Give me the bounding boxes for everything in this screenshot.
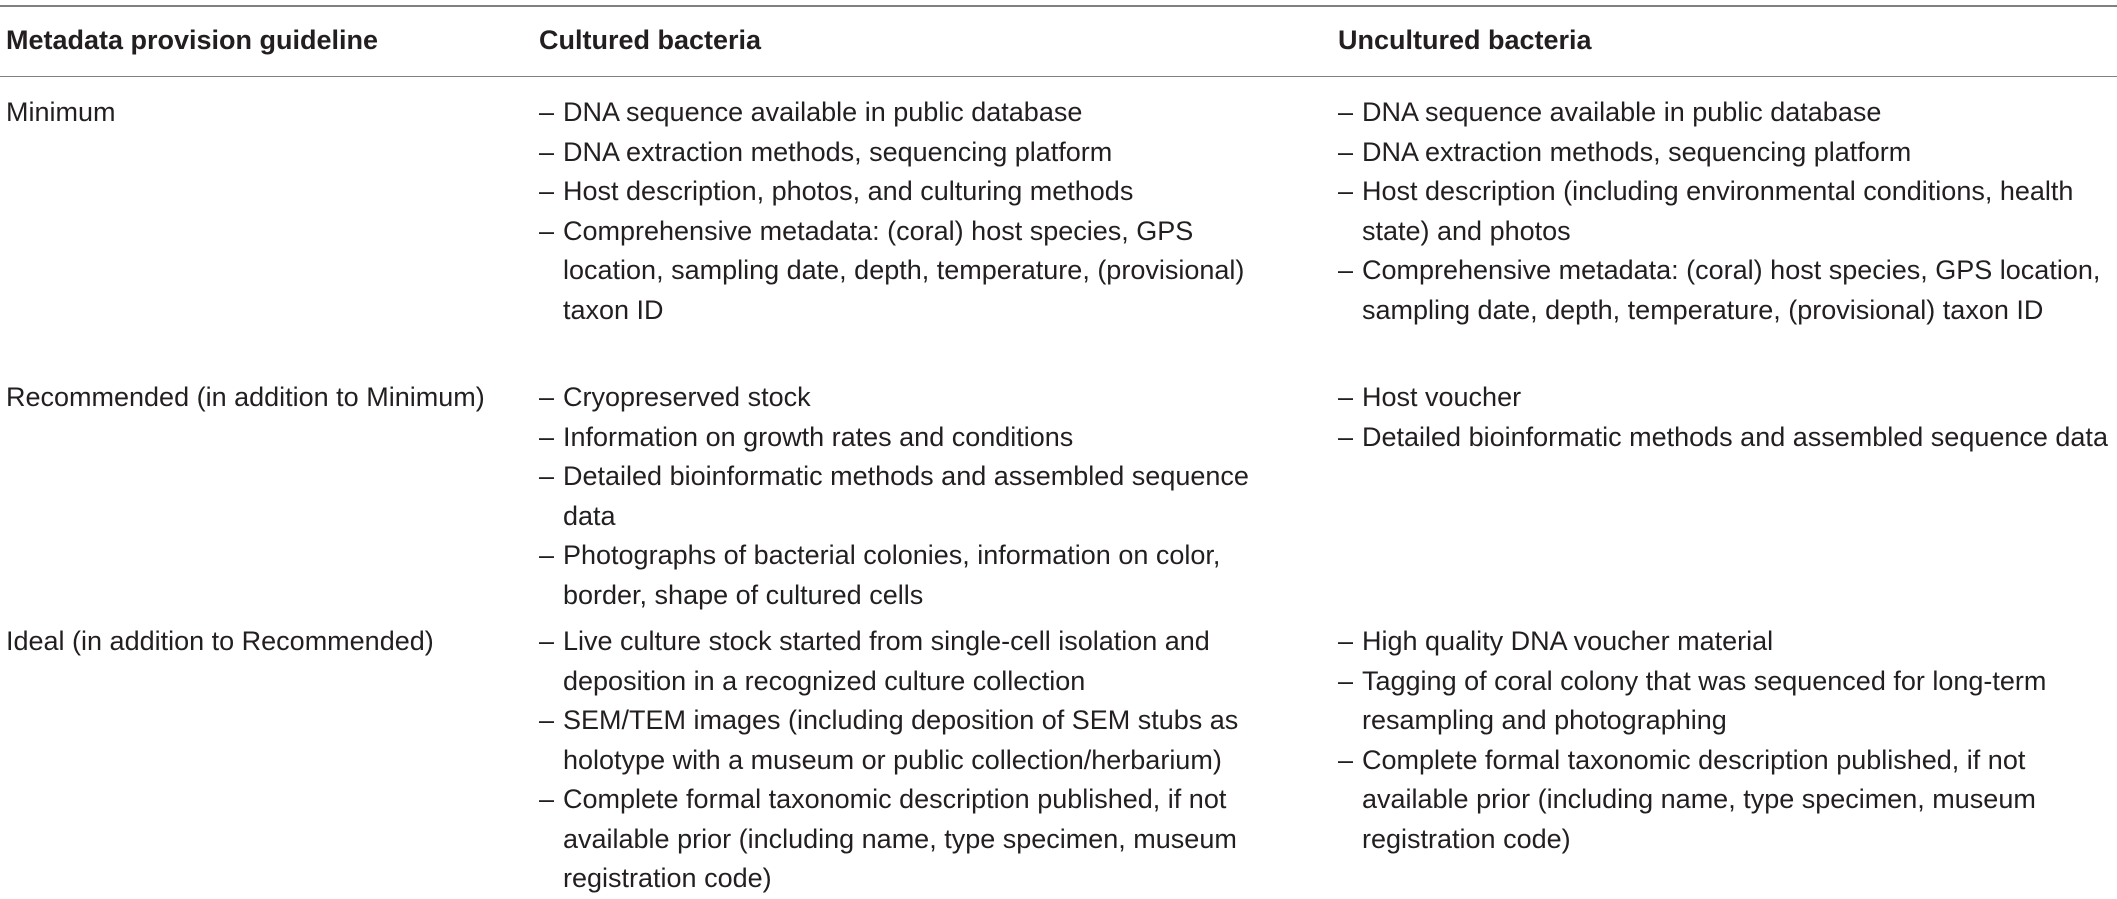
row-label-ideal: Ideal (in addition to Recommended) <box>6 626 434 656</box>
row-label-recommended: Recommended (in addition to Minimum) <box>6 382 485 412</box>
list-item: – DNA extraction methods, sequencing platform <box>539 133 1299 173</box>
list-item: – Detailed bioinformatic methods and assembled sequence data <box>1338 418 2113 458</box>
cell-minimum-cultured <box>539 93 1299 330</box>
list-item: – Complete formal taxonomic description published, if not available prior (including name, type specimen, museum registration code) <box>539 780 1299 899</box>
cell-ideal-cultured <box>539 622 1299 899</box>
list-item: – Host description, photos, and culturing methods <box>539 172 1299 212</box>
cell-recommended-cultured <box>539 378 1299 615</box>
list-item: – Complete formal taxonomic description published, if not available prior (including name, type specimen, museum registration code) <box>1338 741 2113 860</box>
list-item: – SEM/TEM images (including deposition of SEM stubs as holotype with a museum or public collection/herbarium) <box>539 701 1299 780</box>
list-item: – DNA extraction methods, sequencing platform <box>1338 133 2113 173</box>
cell-ideal-uncultured <box>1338 622 2113 859</box>
list-item: – Detailed bioinformatic methods and assembled sequence data <box>539 457 1299 536</box>
header-rule <box>0 76 2117 77</box>
list-item: – Comprehensive metadata: (coral) host species, GPS location, sampling date, depth, temperature, (provisional) taxon ID <box>539 212 1299 331</box>
list-item: – High quality DNA voucher material <box>1338 622 2113 662</box>
list-item: – Tagging of coral colony that was sequenced for long-term resampling and photographing <box>1338 662 2113 741</box>
list-item: – Live culture stock started from single-cell isolation and deposition in a recognized culture collection <box>539 622 1299 701</box>
cell-recommended-uncultured <box>1338 378 2113 457</box>
list-item: – Information on growth rates and conditions <box>539 418 1299 458</box>
list-item: – Host description (including environmental conditions, health state) and photos <box>1338 172 2113 251</box>
header-guideline: Metadata provision guideline <box>6 25 379 55</box>
list-item: – Comprehensive metadata: (coral) host species, GPS location, sampling date, depth, temperature, (provisional) taxon ID <box>1338 251 2113 330</box>
list-item: – Cryopreserved stock <box>539 378 1299 418</box>
top-rule <box>0 5 2117 7</box>
header-uncultured: Uncultured bacteria <box>1338 25 1592 55</box>
list-item: – DNA sequence available in public database <box>1338 93 2113 133</box>
list-item: – Photographs of bacterial colonies, information on color, border, shape of cultured cells <box>539 536 1299 615</box>
list-item: – Host voucher <box>1338 378 2113 418</box>
list-item: – DNA sequence available in public database <box>539 93 1299 133</box>
row-label-minimum: Minimum <box>6 97 116 127</box>
cell-minimum-uncultured <box>1338 93 2113 330</box>
header-cultured: Cultured bacteria <box>539 25 762 55</box>
